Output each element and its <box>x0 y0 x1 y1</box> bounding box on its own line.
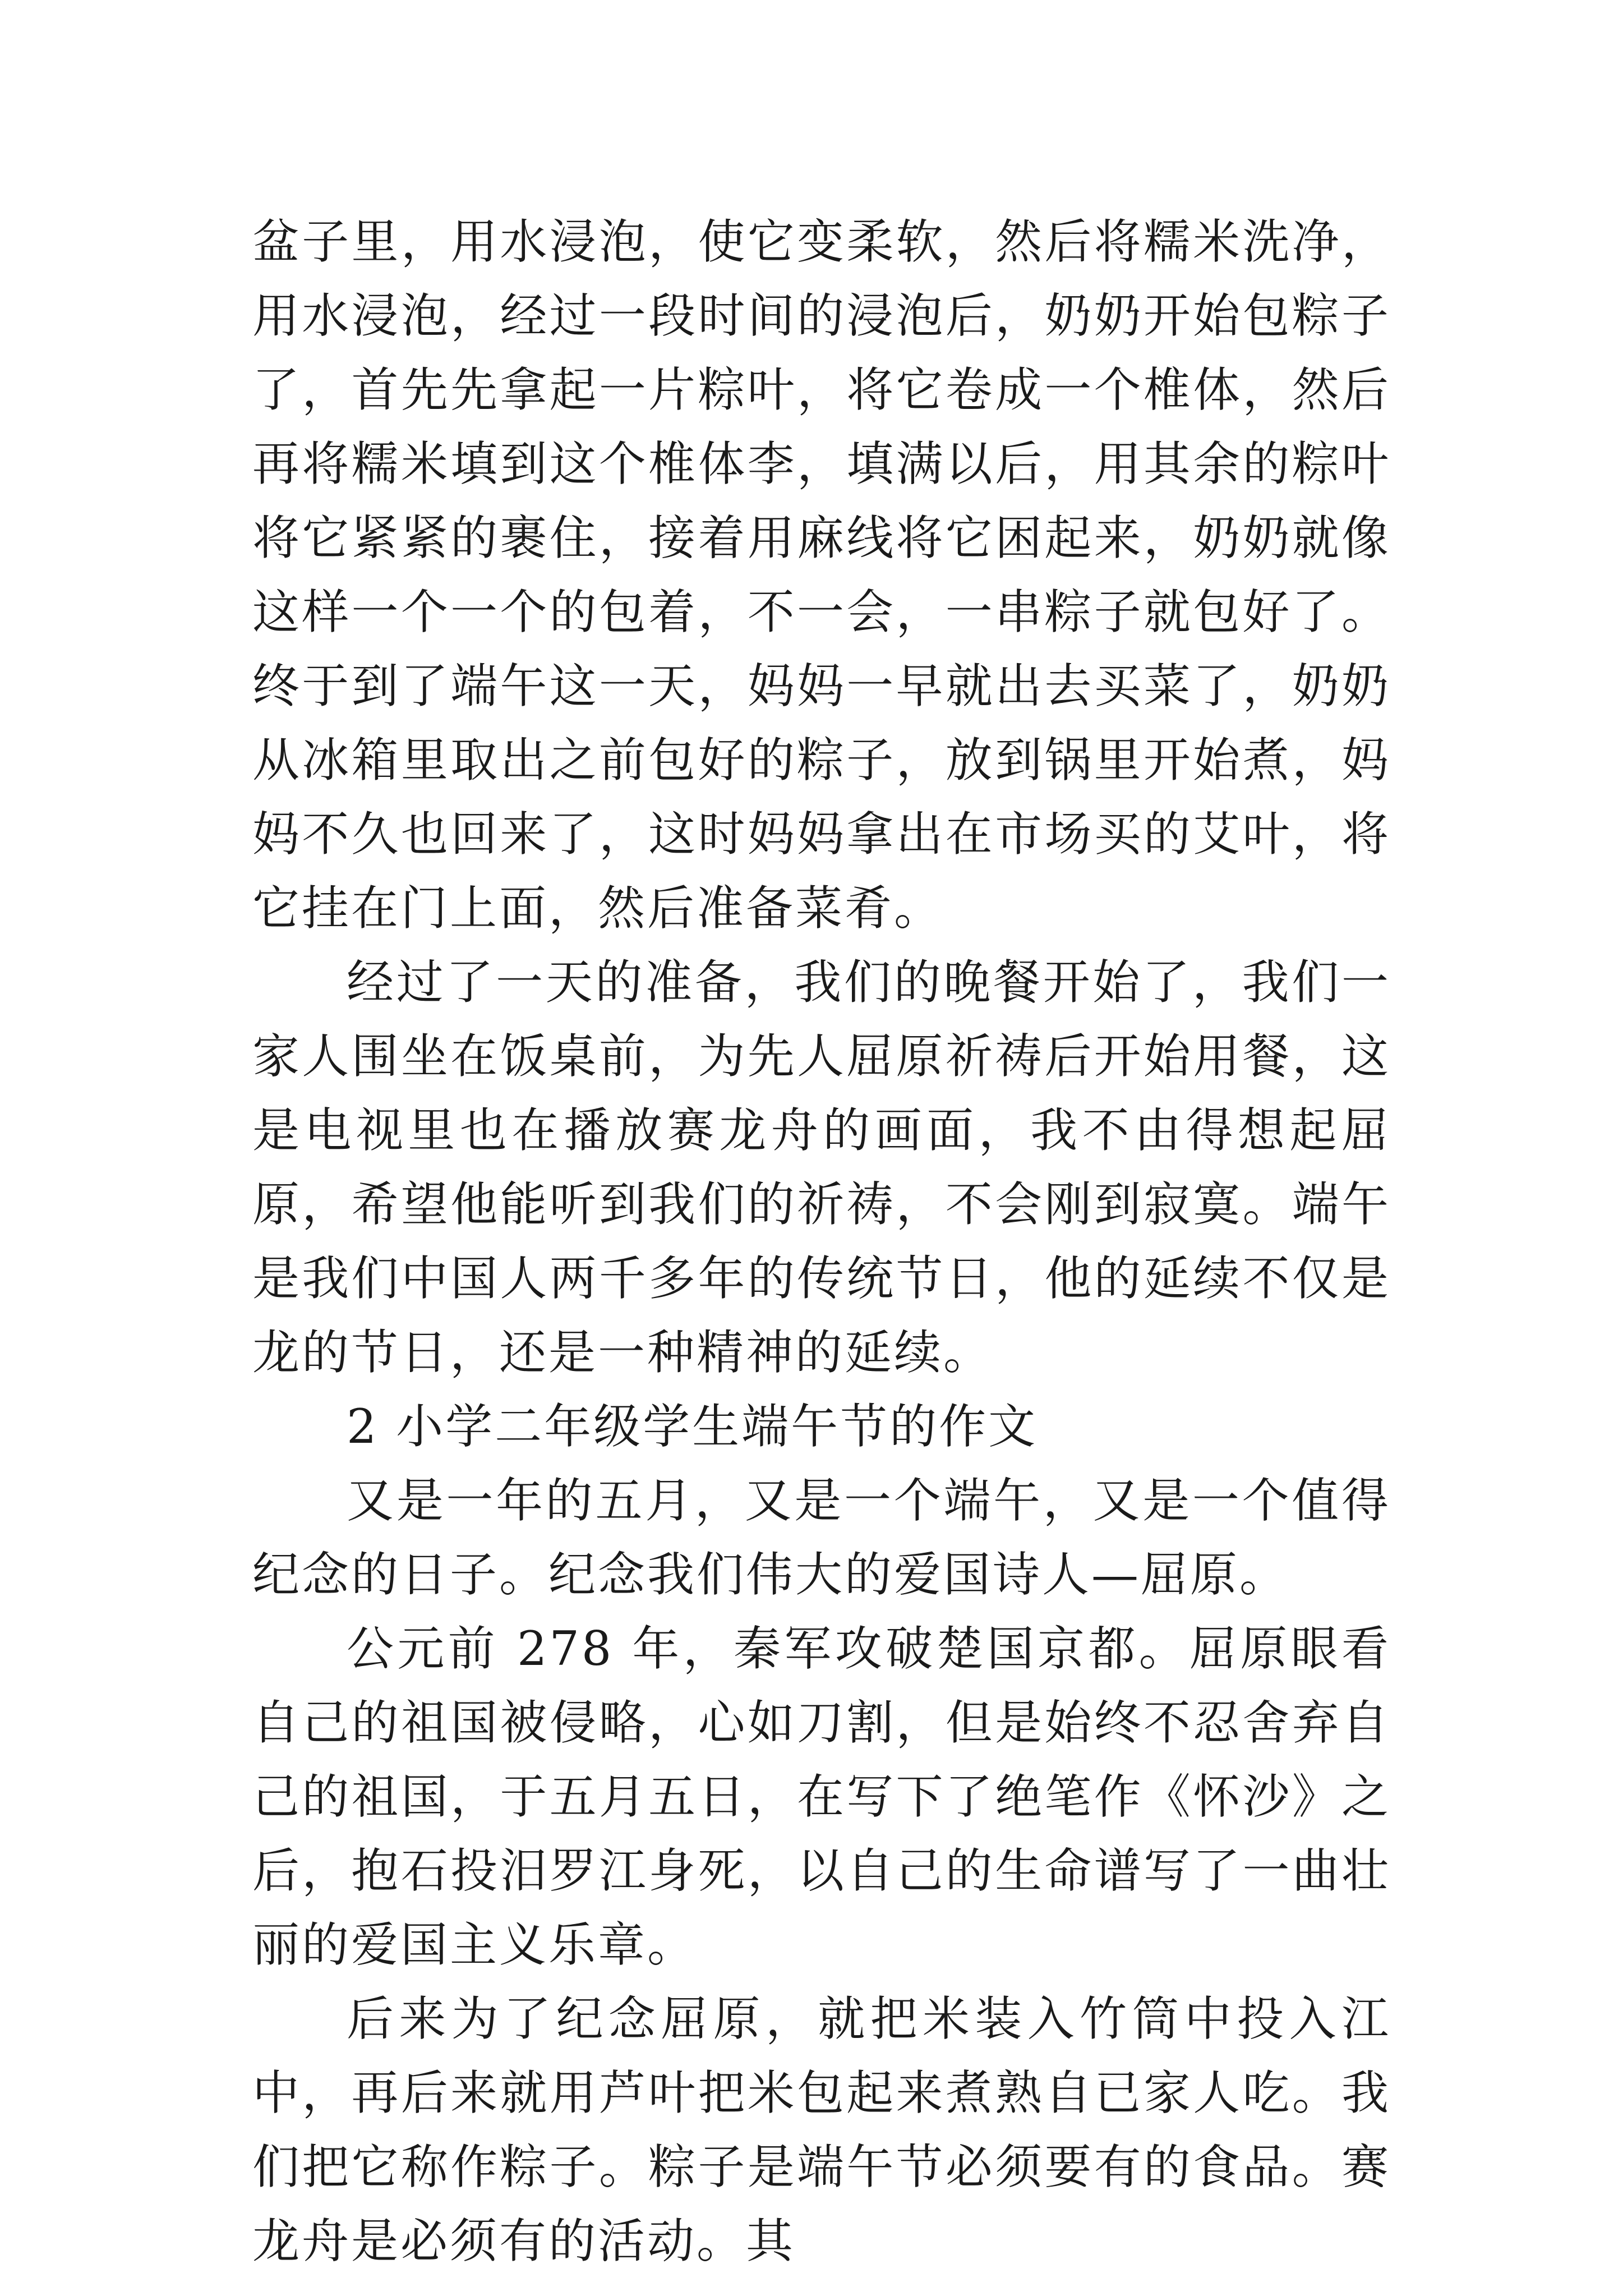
paragraph: 又是一年的五月，又是一个端午，又是一个值得纪念的日子。纪念我们伟大的爱国诗人—屈原。 <box>252 1473 1391 1602</box>
paragraph: 经过了一天的准备，我们的晚餐开始了，我们一家人围坐在饭桌前，为先人屈原祈祷后开始用餐，这是电视里也在播放赛龙舟的画面，我不由得想起屈原，希望他能听到我们的祈祷，不会刚到寂寞。端午是我们中国人两千多年的传统节日，他的延续不仅是龙的节日，还是一种精神的延续。 <box>252 955 1391 1380</box>
section-heading: 2 小学二年级学生端午节的作文 <box>347 1399 1038 1454</box>
paragraph: 公元前 278 年，秦军攻破楚国京都。屈原眼看自己的祖国被侵略，心如刀割，但是始终不忍舍弃自己的祖国，于五月五日，在写下了绝笔作《怀沙》之后，抱石投汨罗江身死，以自己的生命谱写了一曲壮丽的爱国主义乐章。 <box>252 1621 1391 1972</box>
paragraph-continued: 盆子里，用水浸泡，使它变柔软，然后将糯米洗净，用水浸泡，经过一段时间的浸泡后，奶奶开始包粽子了，首先先拿起一片粽叶，将它卷成一个椎体，然后再将糯米填到这个椎体李，填满以后，用其余的粽叶将它紧紧的裹住，接着用麻线将它困起来，奶奶就像这样一个一个的包着，不一会，一串粽子就包好了。终于到了端午这一天，妈妈一早就出去买菜了，奶奶从冰箱里取出之前包好的粽子，放到锅里开始煮，妈妈不久也回来了，这时妈妈拿出在市场买的艾叶，将它挂在门上面，然后准备菜肴。 <box>252 214 1391 936</box>
document-body <box>252 205 1391 2278</box>
paragraph: 后来为了纪念屈原，就把米装入竹筒中投入江中，再后来就用芦叶把米包起来煮熟自已家人吃。我们把它称作粽子。粽子是端午节必须要有的食品。赛龙舟是必须有的活动。其 <box>252 1991 1391 2269</box>
